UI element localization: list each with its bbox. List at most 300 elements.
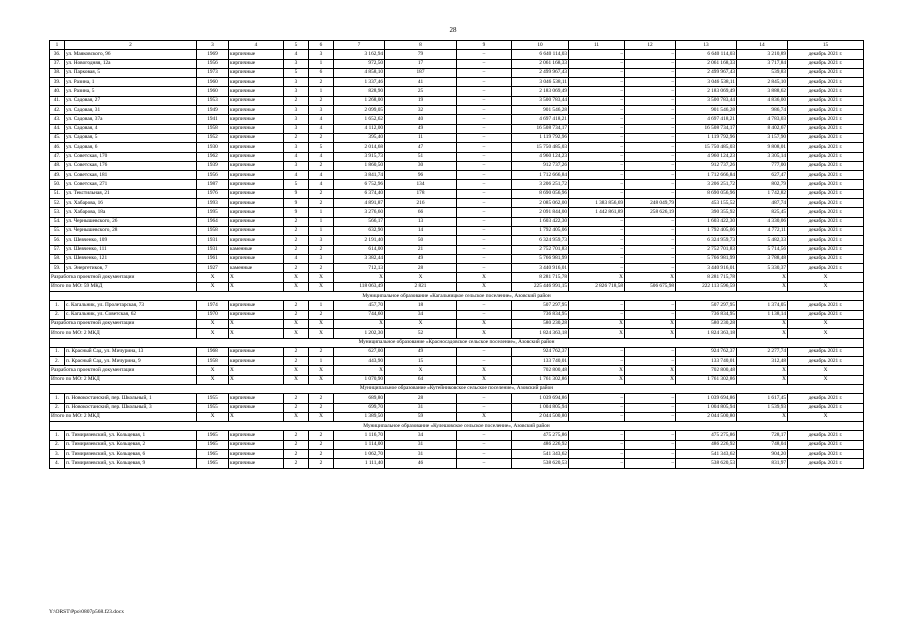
summary-cell: X (788, 273, 864, 282)
table-cell: 3 (309, 50, 334, 59)
table-cell: 3 500 783,44 (676, 96, 737, 105)
table-cell: декабрь 2021 г. (788, 245, 864, 254)
summary-cell: X (284, 366, 309, 375)
table-cell: 904,20 (737, 450, 788, 459)
table-cell: 79 (385, 50, 457, 59)
table-cell: декабрь 2021 г. (788, 87, 864, 96)
table-cell: – (625, 357, 676, 366)
table-cell: 1949 (197, 106, 229, 115)
table-cell: – (625, 431, 676, 440)
table-cell: 9 (284, 189, 309, 198)
table-cell: 3 (284, 87, 309, 96)
table-cell: 539,83 (737, 68, 788, 77)
table-cell: 2 (309, 440, 334, 449)
summary-cell: X (737, 329, 788, 338)
table-cell: 2 (284, 226, 309, 235)
table-cell: 3 440 916,01 (512, 264, 569, 273)
table-cell: 6 374,40 (334, 189, 385, 198)
summary-cell: 2 044 500,80 (676, 412, 737, 421)
table-cell: 2 (284, 301, 309, 310)
table-cell: декабрь 2021 г. (788, 217, 864, 226)
summary-cell: X (197, 366, 229, 375)
table-cell: 9 (284, 208, 309, 217)
table-cell: – (569, 152, 625, 161)
summary-cell: 506 675,98 (625, 282, 676, 291)
table-cell: кирпичные (229, 450, 284, 459)
table-cell: 3 276,60 (334, 208, 385, 217)
table-cell: 8 690 056,96 (512, 189, 569, 198)
table-cell: 187 (385, 68, 457, 77)
table-cell: декабрь 2021 г. (788, 394, 864, 403)
table-cell: п. Тимирязевский, ул. Кольцевая, 2 (65, 440, 197, 449)
summary-cell: X (284, 375, 309, 384)
table-cell: 1958 (197, 357, 229, 366)
table-cell: 4 836,00 (737, 96, 788, 105)
table-cell: 802,79 (737, 180, 788, 189)
summary-cell: X (457, 412, 512, 421)
table-cell: с. Кагальник, ул. Пролетарская, 73 (65, 301, 197, 310)
table-cell: 96 (385, 171, 457, 180)
table-cell: декабрь 2021 г. (788, 226, 864, 235)
table-cell: кирпичные (229, 87, 284, 96)
table-cell: 1955 (197, 403, 229, 412)
table-cell: 2 (284, 133, 309, 142)
table-cell: – (457, 124, 512, 133)
header-number-cell: 15 (788, 41, 864, 50)
table-cell: 4 (309, 152, 334, 161)
table-row (50, 254, 864, 263)
table-cell: 11 (385, 133, 457, 142)
table-cell: 41. (50, 96, 65, 105)
table-cell: ул. Советская, 271 (65, 180, 197, 189)
table-cell: 901 546,28 (512, 106, 569, 115)
table-cell: 34 (385, 310, 457, 319)
summary-cell: X (309, 273, 334, 282)
table-cell: декабрь 2021 г. (788, 431, 864, 440)
table-cell: – (457, 403, 512, 412)
table-cell: 1974 (197, 301, 229, 310)
table-cell: декабрь 2021 г. (788, 310, 864, 319)
table-cell: 689,80 (334, 394, 385, 403)
table-cell: 1955 (197, 394, 229, 403)
table-cell: ул. Советская, 170 (65, 152, 197, 161)
table-cell: – (457, 301, 512, 310)
table-cell: 2 277,74 (737, 347, 788, 356)
table-cell: ул. Садовая, 4 (65, 124, 197, 133)
table-cell: 31 (385, 450, 457, 459)
table-cell: – (625, 254, 676, 263)
table-row (50, 199, 864, 208)
table-row (50, 87, 864, 96)
table-cell: 1 111,40 (334, 459, 385, 468)
summary-cell: X (788, 375, 864, 384)
table-cell: 541 343,62 (512, 450, 569, 459)
summary-cell: 222 113 596,59 (676, 282, 737, 291)
table-cell: 453 155,52 (676, 199, 737, 208)
summary-cell: 225 446 991,15 (512, 282, 569, 291)
table-cell: – (457, 394, 512, 403)
table-cell: 1 119 792,96 (676, 133, 737, 142)
table-cell: 1. (50, 431, 65, 440)
table-cell: 1960 (197, 87, 229, 96)
summary-cell: X (385, 366, 457, 375)
table-cell: кирпичные (229, 171, 284, 180)
table-cell: ул. Советская, 176 (65, 161, 197, 170)
table-cell: – (569, 245, 625, 254)
summary-cell: 702 800,48 (512, 366, 569, 375)
table-cell: 37. (50, 59, 65, 68)
summary-cell: X (284, 319, 309, 328)
table-cell: 5 482,33 (737, 236, 788, 245)
table-cell: ул. Шевченко, 109 (65, 236, 197, 245)
table-cell: – (457, 171, 512, 180)
table-cell: декабрь 2021 г. (788, 254, 864, 263)
table-cell: декабрь 2021 г. (788, 450, 864, 459)
table-cell: ул. Садовая, 6 (65, 143, 197, 152)
table-cell: 41 (385, 78, 457, 87)
table-row (50, 106, 864, 115)
table-cell: п. Тимирязевский, ул. Кольцевая, 6 (65, 450, 197, 459)
table-cell: – (569, 143, 625, 152)
table-cell: – (625, 171, 676, 180)
table-cell: – (625, 143, 676, 152)
table-cell: кирпичные (229, 180, 284, 189)
header-number-cell: 2 (65, 41, 197, 50)
table-cell: 51 (385, 152, 457, 161)
table-cell: – (457, 347, 512, 356)
table-cell: 49 (385, 124, 457, 133)
table-cell: – (457, 152, 512, 161)
table-cell: 1 (309, 59, 334, 68)
summary-cell: X (788, 282, 864, 291)
table-cell: 15 750 485,03 (676, 143, 737, 152)
table-row (50, 171, 864, 180)
table-cell: 1956 (197, 171, 229, 180)
table-cell: 1939 (197, 161, 229, 170)
table-cell: 1 004 805,94 (512, 403, 569, 412)
table-cell: 6 752,96 (334, 180, 385, 189)
summary-cell: X (229, 329, 284, 338)
table-cell: 4 (309, 180, 334, 189)
table-cell: 1941 (197, 115, 229, 124)
table-cell: кирпичные (229, 310, 284, 319)
table-cell: ул. Хабарова, 16 (65, 199, 197, 208)
table-row (50, 50, 864, 59)
table-cell: 5 (309, 143, 334, 152)
table-cell: кирпичные (229, 208, 284, 217)
table-cell: 49. (50, 171, 65, 180)
summary-cell: X (309, 282, 334, 291)
table-cell: кирпичные (229, 394, 284, 403)
table-cell: – (625, 264, 676, 273)
table-cell: 4 697 418,21 (512, 115, 569, 124)
table-cell: 40 (385, 115, 457, 124)
table-cell: кирпичные (229, 59, 284, 68)
table-cell: 507 297,95 (676, 301, 737, 310)
table-cell: 614,00 (334, 245, 385, 254)
summary-cell: X (334, 319, 385, 328)
table-cell: кирпичные (229, 50, 284, 59)
table-cell: 828,90 (334, 87, 385, 96)
table-cell: кирпичные (229, 431, 284, 440)
summary-cell: – (569, 412, 625, 421)
table-cell: декабрь 2021 г. (788, 301, 864, 310)
table-cell: 2 (284, 96, 309, 105)
table-cell: ул. Садовая, 27 (65, 96, 197, 105)
table-cell: 4 858,10 (334, 68, 385, 77)
table-cell: – (569, 87, 625, 96)
table-cell: 2 183 069,49 (676, 87, 737, 96)
table-cell: 1 617,45 (737, 394, 788, 403)
summary-cell: 1 070,90 (334, 375, 385, 384)
table-cell: ул. Энергетиков, 7 (65, 264, 197, 273)
table-cell: 3 210,89 (737, 50, 788, 59)
summary-cell: 702 800,48 (676, 366, 737, 375)
table-cell: 1995 (197, 208, 229, 217)
table-cell: 133 740,01 (676, 357, 737, 366)
table-cell: 1969 (197, 50, 229, 59)
table-cell: 2 752 701,83 (512, 245, 569, 254)
table-row (50, 133, 864, 142)
summary-cell: X (737, 375, 788, 384)
table-cell: 541 343,62 (676, 450, 737, 459)
table-cell: 1 792 405,06 (676, 226, 737, 235)
summary-cell: X (737, 366, 788, 375)
table-cell: 4 772,11 (737, 226, 788, 235)
table-cell: 3 162,94 (334, 50, 385, 59)
table-cell: 2. (50, 310, 65, 319)
table-cell: 3 915,73 (334, 152, 385, 161)
table-cell: 3 157,90 (737, 133, 788, 142)
table-cell: 4 (284, 254, 309, 263)
table-cell: – (569, 180, 625, 189)
table-cell: кирпичные (229, 143, 284, 152)
table-cell: п. Красный Сад, ул. Мичурина, 13 (65, 347, 197, 356)
table-cell: 31 (385, 403, 457, 412)
table-cell: – (569, 96, 625, 105)
table-cell: 2 099,05 (334, 106, 385, 115)
table-cell: – (569, 133, 625, 142)
summary-cell: X (197, 319, 229, 328)
table-cell: 728,17 (737, 431, 788, 440)
table-cell: 2. (50, 440, 65, 449)
table-cell: 2 (309, 459, 334, 468)
table-cell: – (625, 59, 676, 68)
table-cell: 312,48 (737, 357, 788, 366)
summary-cell: X (457, 319, 512, 328)
table-cell: 912 737,26 (676, 161, 737, 170)
table-cell: 566,17 (334, 217, 385, 226)
table-cell: 59. (50, 264, 65, 273)
table-row (50, 394, 864, 403)
table-cell: 1993 (197, 199, 229, 208)
table-cell: 2 (309, 347, 334, 356)
summary-cell: X (737, 412, 788, 421)
table-cell: 15 750 485,03 (512, 143, 569, 152)
table-cell: каменные (229, 264, 284, 273)
table-cell: 2 (309, 161, 334, 170)
table-cell: 712,13 (334, 264, 385, 273)
section-title: Муниципальное образование «Кутейниковское сельское поселение», Азовский район (50, 384, 864, 393)
table-cell: 507 297,95 (512, 301, 569, 310)
table-cell: 4 (284, 50, 309, 59)
table-row (50, 96, 864, 105)
summary-cell: X (788, 366, 864, 375)
section-title: Муниципальное образование «Кагальницкое сельское поселение», Азовский район (50, 292, 864, 301)
table-cell: – (457, 78, 512, 87)
table-cell: 16 508 734,17 (676, 124, 737, 133)
header-number-cell: 11 (569, 41, 625, 50)
table-cell: – (625, 87, 676, 96)
table-cell: декабрь 2021 г. (788, 106, 864, 115)
table-cell: 1965 (197, 459, 229, 468)
table-cell: 6 324 959,73 (676, 236, 737, 245)
summary-cell: X (197, 375, 229, 384)
summary-row (50, 282, 864, 291)
table-row (50, 431, 864, 440)
table-cell: ул. Хабарова, 18а (65, 208, 197, 217)
table-cell: 3 046 538,11 (676, 78, 737, 87)
summary-cell: 8 281 715,78 (512, 273, 569, 282)
table-cell: 1 039 694,86 (676, 394, 737, 403)
table-cell: 2 (284, 264, 309, 273)
summary-cell: 580 230,28 (512, 319, 569, 328)
table-cell: 6 (309, 68, 334, 77)
table-cell: 134 (385, 180, 457, 189)
header-number-cell: 4 (229, 41, 284, 50)
table-cell: ул. Советская, 181 (65, 171, 197, 180)
table-cell: 3 717,84 (737, 59, 788, 68)
table-cell: – (625, 403, 676, 412)
table-cell: 3 (309, 236, 334, 245)
table-cell: 58. (50, 254, 65, 263)
table-cell: – (569, 68, 625, 77)
summary-cell: 580 230,28 (676, 319, 737, 328)
table-cell: 2 (284, 236, 309, 245)
table-cell: – (569, 347, 625, 356)
table-cell: 3 (309, 106, 334, 115)
table-cell: 2 752 701,83 (676, 245, 737, 254)
summary-cell: X (788, 329, 864, 338)
table-cell: 1 (309, 87, 334, 96)
table-cell: ул. Садовая, 31 (65, 106, 197, 115)
table-cell: 924 762,37 (512, 347, 569, 356)
table-cell: – (569, 357, 625, 366)
table-cell: 1 138,14 (737, 310, 788, 319)
table-cell: 3 788,48 (737, 254, 788, 263)
table-cell: 2 (284, 347, 309, 356)
summary-cell: X (788, 412, 864, 421)
table-cell: 216 (385, 199, 457, 208)
summary-cell: 2 826 718,58 (569, 282, 625, 291)
table-cell: 3 206 251,72 (676, 180, 737, 189)
table-cell: 57. (50, 245, 65, 254)
table-row (50, 217, 864, 226)
table-cell: 49 (385, 347, 457, 356)
summary-label: Разработка проектной документации (50, 366, 197, 375)
summary-label: Итого по МО: 59 МКД (50, 282, 197, 291)
table-cell: 475 275,86 (676, 431, 737, 440)
table-cell: 45. (50, 133, 65, 142)
table-row (50, 189, 864, 198)
table-cell: ул. Разина, 1 (65, 78, 197, 87)
table-cell: 748,04 (737, 440, 788, 449)
table-cell: кирпичные (229, 78, 284, 87)
table-cell: – (625, 161, 676, 170)
table-cell: – (625, 189, 676, 198)
summary-cell: X (385, 273, 457, 282)
table-cell: – (569, 301, 625, 310)
table-cell: – (625, 106, 676, 115)
table-cell: – (569, 171, 625, 180)
table-cell: 2 183 069,49 (512, 87, 569, 96)
table-row (50, 124, 864, 133)
table-cell: 2 (309, 96, 334, 105)
table-row (50, 403, 864, 412)
table-cell: 18 (385, 301, 457, 310)
table-cell: – (457, 450, 512, 459)
table-cell: декабрь 2021 г. (788, 96, 864, 105)
table-cell: 2 085 062,00 (512, 199, 569, 208)
summary-cell: X (457, 366, 512, 375)
table-cell: ул. Шевченко, 111 (65, 245, 197, 254)
table-cell: п. Новокостанский, пер. Школьный, 3 (65, 403, 197, 412)
table-cell: 2 (309, 403, 334, 412)
table-cell: – (569, 115, 625, 124)
table-cell: 1952 (197, 133, 229, 142)
summary-cell: X (229, 319, 284, 328)
table-cell: – (569, 403, 625, 412)
table-cell: – (457, 264, 512, 273)
table-cell: кирпичные (229, 189, 284, 198)
summary-cell: 59 (385, 412, 457, 421)
summary-label: Итого по МО: 2 МКД (50, 412, 197, 421)
table-cell: кирпичные (229, 440, 284, 449)
section-title: Муниципальное образование «Кулешовское сельское поселение», Азовский район (50, 422, 864, 431)
summary-cell: X (309, 375, 334, 384)
table-cell: – (625, 310, 676, 319)
table-cell: кирпичные (229, 115, 284, 124)
summary-cell: X (625, 366, 676, 375)
summary-cell: X (569, 273, 625, 282)
table-cell: 54. (50, 217, 65, 226)
summary-cell: 1 761 302,86 (512, 375, 569, 384)
table-cell: 52. (50, 199, 65, 208)
table-cell: 4 (309, 171, 334, 180)
table-cell: ул. Маяковского, 96 (65, 50, 197, 59)
table-cell: ул. Парковая, 5 (65, 68, 197, 77)
table-row (50, 180, 864, 189)
table-cell: п. Тимирязевский, ул. Кольцевая, 1 (65, 431, 197, 440)
summary-cell: X (197, 282, 229, 291)
summary-row (50, 412, 864, 421)
table-cell: – (569, 78, 625, 87)
table-cell: 2 061 168,33 (512, 59, 569, 68)
table-row (50, 245, 864, 254)
table-cell: 699,70 (334, 403, 385, 412)
table-cell: кирпичные (229, 236, 284, 245)
table-row (50, 440, 864, 449)
table-cell: 825,45 (737, 208, 788, 217)
table-row (50, 264, 864, 273)
table-cell: 50. (50, 180, 65, 189)
table-cell: 17 (385, 59, 457, 68)
table-cell: 1 (309, 208, 334, 217)
table-cell: – (625, 347, 676, 356)
table-cell: 3 (284, 59, 309, 68)
table-cell: 632,90 (334, 226, 385, 235)
table-cell: кирпичные (229, 68, 284, 77)
